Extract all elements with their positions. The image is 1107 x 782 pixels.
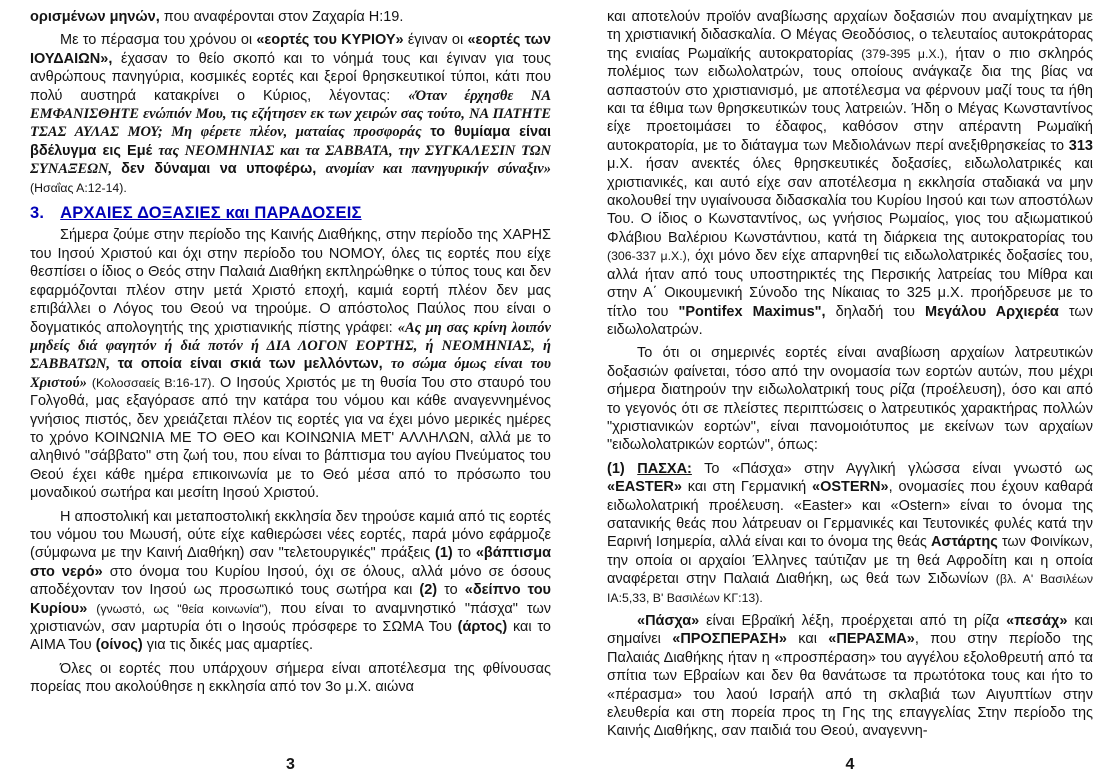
text-run: Το «Πάσχα» στην Αγγλική γλώσσα είναι γνωστό ως xyxy=(691,460,1093,477)
text-run: δεν δύναμαι να υποφέρω, xyxy=(121,161,326,178)
text-run: (Κολοσσαείς Β:16-17). xyxy=(91,375,215,390)
text-run: δηλαδή του xyxy=(825,303,926,320)
text-run: Όλες οι εορτές που υπάρχουν σήμερα είναι αποτέλεσμα της φθίνουσας πορείας που ακολούθησε η εκκλησία από τον 3ο μ.Χ. αιώνα xyxy=(30,660,551,696)
text-run: Μεγάλου Αρχιερέα xyxy=(925,303,1059,320)
page-3 xyxy=(30,8,551,776)
paragraph xyxy=(30,660,551,697)
text-run: «εορτές των ΙΟΥΔΑΙΩΝ», xyxy=(30,32,551,67)
page-4-content xyxy=(607,8,1093,752)
text-run: Η αποστολική και μεταποστολική εκκλησία δεν τηρούσε καμιά από τις εορτές του νόμου του Μωυσή, ούτε είχε καθιερώσει νέες εορτές, παρά μόνο εφάρμοζε (σύμφωνα με την Καινή Διαθήκη) σαν "τελετουργικές" πράξεις xyxy=(30,508,551,562)
page-4 xyxy=(607,8,1093,776)
text-run: «ΠΡΟΣΠΕΡΑΣΗ» xyxy=(672,631,787,648)
text-run: «Πάσχα» xyxy=(637,613,700,629)
paragraph xyxy=(30,508,551,655)
text-run: και το ΑΙΜΑ Του xyxy=(30,619,551,654)
text-run: , ονομασίες που έχουν καθαρά ειδωλολατρική προέλευση. «Easter» και «Ostern» είναι το όνομα της σατανικής θεάς που λάτρευαν οι Γερμανικές και Τευτονικές φυλές κατά την Εαρινή Ισημερία, αλλά είναι και το όνομα της θεάς xyxy=(607,479,1093,551)
text-run: «βάπτισμα στο νερό» xyxy=(30,545,551,580)
text-run: «Όταν έρχησθε ΝΑ ΕΜΦΑΝΙΣΘΗΤΕ ενώπιόν Μου, τις εζήτησεν εκ των χειρών σας τούτο, ΝΑ ΠΑΤΗΤΕ ΤΣΑΣ ΑΥΛΑΣ ΜΟΥ; Μη φέρετε πλέον, ματαίας προσφοράς xyxy=(30,87,551,141)
text-run: "Pontifex Maximus", xyxy=(678,303,826,320)
text-run: μ.Χ. ήσαν ανεκτές όλες θρησκευτικές δοξασίες, ειδωλολατρικές και χριστιανικές, και αυτό είχε σαν αποτέλεσμα η εκκλησία σταδιακά να μην ακολουθεί την υγιαίνουσα διδασκαλία του Κυρίου Ιησού και των αποστόλων Του. Ο ίδιος ο Κωνσταντίνος, ως γνήσιος Ρωμαίος, γιος του αξιωματικού Φλάβιου Βαλέριου Κωνστάντιου, κατά τη διάρκεια της αυτοκρατορίας του xyxy=(607,156,1093,246)
text-run: και στη Γερμανική xyxy=(681,479,812,496)
text-run: ορισμένων μηνών, xyxy=(30,9,164,25)
text-run xyxy=(87,601,96,617)
text-run: έγιναν οι xyxy=(403,32,468,49)
text-run: όχι μόνο δεν είχε απαρνηθεί τις ειδωλολατρικές δοξασίες του, αλλά ήταν από τους υποστηρικτές της Περσικής λατρείας του Μίθρα και στην Α΄ Οικουμενική Σύνοδο της Νίκαιας το 325 μ.Χ. προήδρευσε με το τίτλο του xyxy=(607,248,1093,320)
text-run: «OSTERN» xyxy=(812,479,889,496)
paragraph xyxy=(607,612,1093,741)
text-run: των ειδωλολατρών. xyxy=(607,303,1093,338)
text-run: (2) xyxy=(419,582,438,599)
text-run: 313 xyxy=(1068,137,1093,154)
text-run: (βλ. Α' Βασιλέων ΙΑ:5,33, Β' Βασιλέων ΚΓ:13). xyxy=(607,572,1093,605)
paragraph xyxy=(30,31,551,197)
page-number-right: 4 xyxy=(845,756,855,773)
section-heading xyxy=(30,204,551,222)
text-run: που αναφέρονται στον Ζαχαρία Η:19. xyxy=(163,9,404,25)
text-run: Σήμερα ζούμε στην περίοδο της Καινής Διαθήκης, στην περίοδο της ΧΑΡΗΣ του Ιησού Χριστού και όχι στην περίοδο του ΝΟΜΟΥ, όλες τις εορτές που είχε θεσπίσει ο ίδιος ο Θεός στην Παλαιά Διαθήκη εκπληρώθηκε ο τύπος τους και δεν εφαρμόζονται πλέον στην μετά Χριστό εποχή, καμιά εορτή πλέον δεν μας επιβάλλει ο Λόγος του Θεού να τηρούμε. Ο απόστολος Παύλος που είναι ο δογματικός απολογητής της χριστιανικής πίστης γράφει: xyxy=(30,227,551,336)
text-run: «ΠΕΡΑΣΜΑ» xyxy=(828,631,915,648)
text-run: «δείπνο του Κυρίου» xyxy=(30,582,551,617)
text-run: (1) xyxy=(435,545,453,562)
section-title: ΑΡΧΑΙΕΣ ΔΟΞΑΣΙΕΣ και ΠΑΡΑΔΟΣΕΙΣ xyxy=(60,204,362,223)
text-run: ανομίαν και πανηγυρικήν σύναξιν» xyxy=(325,161,551,178)
text-run: που είναι το αναμνηστικό "πάσχα" των χριστιανών, σαν μαρτυρία ότι ο Ιησούς πρόσφερε το ΣΩΜΑ Του xyxy=(30,600,551,635)
text-run: (379-395 μ.Χ.), xyxy=(861,46,948,61)
text-run: στο όνομα του Κυρίου Ιησού, όχι σε όλους, αλλά μόνο σε όσους αποδέχονταν τον Ιησού ως προσωπικό τους σωτήρα και xyxy=(30,563,551,599)
text-run: των Φοινίκων, την οποία οι αρχαίοι Έλληνες ταύτιζαν με τη θεά Αφροδίτη και η οποία αναφέρεται στην Παλαιά Διαθήκη, ως θεά των Σιδωνίων xyxy=(607,534,1093,588)
paragraph xyxy=(607,344,1093,454)
paragraph xyxy=(30,8,551,26)
text-run: «Ας μη σας κρίνη λοιπόν μηδείς διά φαγητόν ή διά ποτόν ή ΔΙΑ ΛΟΓΟΝ ΕΟΡΤΗΣ, ή ΝΕΟΜΗΝΙΑΣ, ή ΣΑΒΒΑΤΩΝ, xyxy=(30,319,551,373)
text-run: Το ότι οι σημερινές εορτές είναι αναβίωση αρχαίων λατρευτικών δοξασιών φαίνεται, τόσο από την ονομασία των εορτών αυτών, που μέχρι σήμερα διατηρούν την ειδωλολατρική τους ρίζα (προέλευση), όσο και από το γεγονός ότι σε πλείστες περιπτώσεις ο λατρευτικός χαρακτήρας πολλών "χριστιανικών εορτών", είναι πανομοιότυπος με εκείνων των αρχαίων "ειδωλολατρικών εορτών", όπως: xyxy=(607,345,1093,454)
text-run: (οίνος) xyxy=(95,637,143,654)
text-run: και σημαίνει xyxy=(607,613,1093,648)
text-run: (Ησαΐας Α:12-14). xyxy=(30,180,127,195)
text-run: (άρτος) xyxy=(457,619,508,635)
section-number: 3. xyxy=(30,204,45,223)
page-number-left: 3 xyxy=(286,756,295,773)
text-run: και αποτελούν προϊόν αναβίωσης αρχαίων δοξασιών που αναμίχτηκαν με τη χριστιανική διδασκαλία. Ο Μέγας Θεοδόσιος, ο τελευταίος αυτοκράτορας της ενιαίας Ρωμαϊκής αυτοκρατορίας xyxy=(607,9,1093,62)
text-run: (306-337 μ.Χ.), xyxy=(607,249,691,264)
text-run: έχασαν το θείο σκοπό και το νόημά τους και έγιναν για τους ανθρώπους πανηγύρια, κοσμικές εορτές και ξεροί θρησκευτικοί τύποι, κάτι που πολύ αυστηρά κατακρίνει ο Κύριος, λέγοντας: xyxy=(30,50,551,104)
text-run: ΠΑΣΧΑ: xyxy=(637,460,692,477)
text-run: Με το πέρασμα του χρόνου οι xyxy=(60,32,257,49)
text-run: τα οποία είναι σκιά των μελλόντων, xyxy=(117,356,391,373)
text-run: «εορτές του ΚΥΡΙΟΥ» xyxy=(256,32,404,49)
text-run: είναι Εβραϊκή λέξη, προέρχεται από τη ρίζα xyxy=(699,613,1007,629)
text-run: το xyxy=(437,582,465,599)
page-3-content xyxy=(30,8,551,752)
text-run: ήταν ο πιο σκληρός πολέμιος των ειδωλολατρών, τους οποίους ανάγκαζε δια της βίας να ασπαστούν στο χριστιανισμό, με αποτέλεσμα να φέρνουν μαζί τους τα ήθη και τα έθιμα των θρησκευτικών τους λατρειών. Ήδη ο Μέγας Κωνσταντίνος είχε προετοιμάσει το έδαφος, καθόσον στην απέραντη Ρωμαϊκή αυτοκρατορία, με το διάταγμα των Μεδιολάνων περί ανεξιθρησκείας το xyxy=(607,45,1093,154)
text-run: τας ΝΕΟΜΗΝΙΑΣ και τα ΣΑΒΒΑΤΑ, την ΣΥΓΚΑΛΕΣΙΝ ΤΩΝ ΣΥΝΑΞΕΩΝ, xyxy=(30,142,551,178)
text-run: για τις δικές μας αμαρτίες. xyxy=(142,637,313,654)
text-run: το σώμα όμως είναι του Χριστού» xyxy=(30,356,551,391)
paragraph xyxy=(607,8,1093,339)
paragraph xyxy=(30,226,551,502)
text-run: το θυμίαμα είναι βδέλυγμα εις Εμέ xyxy=(30,124,551,159)
text-run: «EASTER» xyxy=(607,479,682,496)
text-run: Αστάρτης xyxy=(930,534,998,551)
text-run: (γνωστό, ως "θεία κοινωνία"), xyxy=(96,601,272,616)
text-run: , που στην περίοδο της Παλαιάς Διαθήκης ήταν η «προσπέραση» του αγγέλου εξολοθρευτή από τα σπίτια των Εβραίων και δεν θα θανάτωσε τα πρωτότοκα τους και ήτο το «πέρασμα» του λαού Ισραήλ από τη σκλαβιά των Αιγυπτίων στην ελευθερία και στη πορεία προς τη Γης της επαγγελίας Στην περίοδο της Καινής Διαθήκης, σαν παιδιά του Θεού, αναγεννη- xyxy=(607,631,1093,740)
text-run: και xyxy=(786,631,829,648)
paragraph xyxy=(607,460,1093,607)
text-run: Ο Ιησούς Χριστός με τη θυσία Του στο σταυρό του Γολγοθά, μας εξαγόρασε από την κατάρα του νόμου και κάθε αναγεννημένος γνήσιος πιστός, δεν χρειάζεται πλέον τις εορτές για να έχει μόνο μερικές ημέρες το χρόνο ΚΟΙΝΩΝΙΑ ΜΕ ΤΟ ΘΕΟ και ΚΟΙΝΩΝΙΑ ΜΕΤ' ΑΛΛΗΛΩΝ, αλλά με το αληθινό "σάββατο" στη ζωή του, που είναι το βάπτισμα του αγίου Πνεύματος του Θεού έχει κάθε ημέρα επικοινωνία με το Θεό μέσα από το πρόσωπο του μοναδικού σωτήρα και μεσίτη Ιησού Χριστού. xyxy=(30,374,551,502)
text-run: (1) xyxy=(607,460,638,477)
text-run: «πεσάχ» xyxy=(1006,613,1068,629)
text-run: το xyxy=(452,545,476,562)
